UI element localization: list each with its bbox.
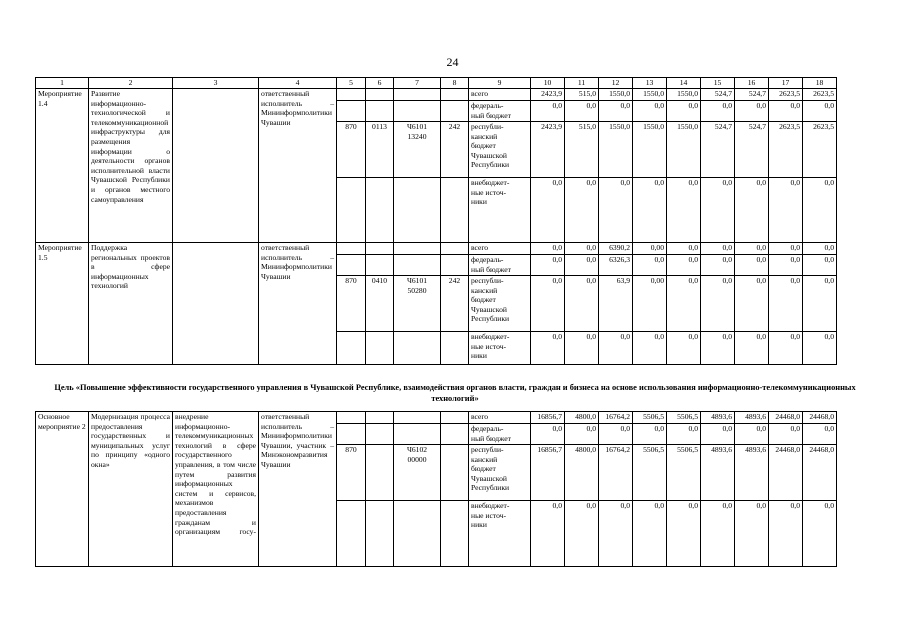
value-cell: 4893,6 [735, 412, 769, 424]
value-cell: 0,0 [769, 424, 803, 445]
code-cell [366, 255, 394, 276]
budget-label: внебюджет- ные источ- ники [469, 332, 531, 365]
value-cell: 524,7 [735, 122, 769, 178]
value-cell: 0,0 [667, 501, 701, 567]
code-cell [441, 178, 469, 243]
value-cell: 0,0 [667, 255, 701, 276]
code-cell [394, 501, 441, 567]
value-cell: 0,0 [735, 276, 769, 332]
code-cell [366, 501, 394, 567]
value-cell: 0,0 [599, 178, 633, 243]
value-cell: 0,0 [701, 178, 735, 243]
value-cell: 0,0 [735, 255, 769, 276]
measure-name: Мероприятие 1.5 [36, 243, 89, 365]
value-cell: 16764,2 [599, 445, 633, 501]
value-cell: 16856,7 [531, 412, 565, 424]
measure-executor: ответственный исполнитель – Мининформполитики Чувашии [259, 243, 337, 365]
value-cell: 0,0 [633, 332, 667, 365]
value-cell: 16856,7 [531, 445, 565, 501]
value-cell: 0,0 [735, 178, 769, 243]
code-cell [337, 89, 366, 101]
value-cell: 0,0 [633, 178, 667, 243]
code-cell [366, 332, 394, 365]
code-cell [441, 445, 469, 501]
budget-label: внебюджет- ные источ- ники [469, 501, 531, 567]
value-cell: 515,0 [565, 89, 599, 101]
budget-label: всего [469, 243, 531, 255]
budget-label: федераль- ный бюджет [469, 101, 531, 122]
code-cell [394, 255, 441, 276]
value-cell: 0,0 [803, 255, 837, 276]
code-cell [366, 243, 394, 255]
code-cell: 870 [337, 122, 366, 178]
code-cell [441, 89, 469, 101]
code-cell [394, 332, 441, 365]
code-cell: Ч6101 50280 [394, 276, 441, 332]
value-cell: 5506,5 [667, 445, 701, 501]
code-cell [394, 101, 441, 122]
value-cell: 2623,5 [769, 89, 803, 101]
code-cell [394, 178, 441, 243]
header-cell: 8 [441, 78, 469, 89]
value-cell: 5506,5 [667, 412, 701, 424]
value-cell: 0,0 [769, 243, 803, 255]
code-cell [366, 89, 394, 101]
value-cell: 0,0 [769, 276, 803, 332]
value-cell: 1550,0 [599, 122, 633, 178]
value-cell: 0,0 [701, 243, 735, 255]
program-table-part-1 [35, 77, 837, 365]
value-cell: 1550,0 [667, 89, 701, 101]
code-cell: Ч6101 13240 [394, 122, 441, 178]
page-number: 24 [446, 55, 459, 69]
goal-heading: Цель «Повышение эффективности государственного управления в Чувашской Республике, взаимодействия органов власти, граждан и бизнеса на основе использования информационно-телекоммуникационных технологий» [54, 383, 856, 403]
code-cell [441, 501, 469, 567]
value-cell: 0,0 [701, 101, 735, 122]
code-cell: 242 [441, 276, 469, 332]
header-cell: 12 [599, 78, 633, 89]
value-cell: 0,0 [633, 255, 667, 276]
value-cell: 5506,5 [633, 412, 667, 424]
value-cell: 0,0 [531, 501, 565, 567]
code-cell [337, 332, 366, 365]
value-cell: 2623,5 [803, 122, 837, 178]
value-cell: 0,0 [769, 101, 803, 122]
code-cell [337, 412, 366, 424]
value-cell: 0,0 [803, 332, 837, 365]
value-cell: 0,0 [565, 101, 599, 122]
value-cell: 0,0 [599, 332, 633, 365]
budget-label: федераль- ный бюджет [469, 424, 531, 445]
code-cell [441, 101, 469, 122]
budget-label: всего [469, 412, 531, 424]
value-cell: 2623,5 [803, 89, 837, 101]
value-cell: 0,0 [769, 255, 803, 276]
value-cell: 0,0 [599, 501, 633, 567]
code-cell: 242 [441, 122, 469, 178]
value-cell: 0,0 [701, 501, 735, 567]
value-cell: 0,0 [531, 101, 565, 122]
measure-description: Поддержка региональных проектов в сфере информационных технологий [89, 243, 173, 365]
header-cell: 6 [366, 78, 394, 89]
value-cell: 24468,0 [803, 412, 837, 424]
value-cell: 1550,0 [633, 122, 667, 178]
value-cell: 2423,9 [531, 89, 565, 101]
value-cell: 0,0 [531, 332, 565, 365]
code-cell [441, 255, 469, 276]
value-cell: 0,0 [633, 501, 667, 567]
measure-description: Модернизация процесса предоставления государственных и муниципальных услуг по принципу «одного окна» [89, 412, 173, 567]
header-cell: 4 [259, 78, 337, 89]
value-cell: 4893,6 [701, 412, 735, 424]
budget-label: федераль- ный бюджет [469, 255, 531, 276]
header-cell: 17 [769, 78, 803, 89]
value-cell: 4800,0 [565, 412, 599, 424]
table-row [36, 412, 837, 424]
value-cell: 0,0 [803, 101, 837, 122]
value-cell: 0,0 [735, 332, 769, 365]
budget-label: республи- канский бюджет Чувашской Республики [469, 445, 531, 501]
value-cell: 0,0 [599, 424, 633, 445]
value-cell: 24468,0 [769, 412, 803, 424]
value-cell: 0,0 [667, 332, 701, 365]
code-cell [366, 445, 394, 501]
measure-description: Развитие информационно-технологической и телекоммуникационной инфраструктуры для размещения информации о деятельности органов исполнительной власти Чувашской Республики и органов местного самоуправления [89, 89, 173, 243]
measure-goal [173, 89, 259, 243]
measure-name: Основное мероприятие 2 [36, 412, 89, 567]
value-cell: 0,0 [599, 101, 633, 122]
code-cell [366, 412, 394, 424]
code-cell [366, 424, 394, 445]
value-cell: 0,0 [769, 332, 803, 365]
value-cell: 0,0 [667, 424, 701, 445]
value-cell: 0,0 [735, 424, 769, 445]
header-cell: 18 [803, 78, 837, 89]
code-cell [337, 501, 366, 567]
header-cell: 14 [667, 78, 701, 89]
header-cell: 7 [394, 78, 441, 89]
value-cell: 0,0 [667, 243, 701, 255]
value-cell: 0,0 [531, 255, 565, 276]
value-cell: 24468,0 [769, 445, 803, 501]
value-cell: 0,0 [565, 501, 599, 567]
code-cell [337, 255, 366, 276]
header-cell: 10 [531, 78, 565, 89]
value-cell: 5506,5 [633, 445, 667, 501]
value-cell: 24468,0 [803, 445, 837, 501]
measure-goal: внедрение информационно-телекоммуникационных технологий в сфере государственного управления, в том числе путем развития информационных систем и сервисов, механизмов предоставления гражданам и организациям госу- [173, 412, 259, 567]
value-cell: 0,0 [565, 255, 599, 276]
value-cell: 6390,2 [599, 243, 633, 255]
value-cell: 0,0 [565, 276, 599, 332]
value-cell: 4893,6 [735, 445, 769, 501]
value-cell: 0,0 [565, 178, 599, 243]
program-table-part-2 [35, 411, 837, 567]
header-cell: 2 [89, 78, 173, 89]
header-row [36, 78, 837, 89]
code-cell [366, 178, 394, 243]
value-cell: 524,7 [735, 89, 769, 101]
value-cell: 1550,0 [633, 89, 667, 101]
value-cell: 0,0 [769, 501, 803, 567]
value-cell: 0,0 [565, 243, 599, 255]
value-cell: 6326,3 [599, 255, 633, 276]
code-cell [394, 424, 441, 445]
value-cell: 0,00 [633, 276, 667, 332]
code-cell [337, 424, 366, 445]
header-cell: 15 [701, 78, 735, 89]
value-cell: 0,0 [701, 276, 735, 332]
header-cell: 13 [633, 78, 667, 89]
value-cell: 0,0 [803, 276, 837, 332]
value-cell: 2423,9 [531, 122, 565, 178]
value-cell: 0,0 [701, 424, 735, 445]
code-cell [441, 243, 469, 255]
value-cell: 0,0 [735, 101, 769, 122]
measure-name: Мероприятие 1.4 [36, 89, 89, 243]
table-row [36, 243, 837, 255]
value-cell: 0,0 [531, 178, 565, 243]
value-cell: 0,0 [701, 255, 735, 276]
value-cell: 0,0 [633, 101, 667, 122]
value-cell: 0,0 [633, 424, 667, 445]
code-cell: Ч6102 00000 [394, 445, 441, 501]
value-cell: 2623,5 [769, 122, 803, 178]
value-cell: 0,0 [701, 332, 735, 365]
value-cell: 4800,0 [565, 445, 599, 501]
value-cell: 0,0 [531, 424, 565, 445]
header-cell: 1 [36, 78, 89, 89]
value-cell: 0,0 [803, 424, 837, 445]
value-cell: 0,0 [735, 501, 769, 567]
code-cell [337, 178, 366, 243]
value-cell: 4893,6 [701, 445, 735, 501]
value-cell: 0,0 [531, 243, 565, 255]
value-cell: 0,0 [803, 243, 837, 255]
table-row [36, 89, 837, 101]
value-cell: 1550,0 [667, 122, 701, 178]
value-cell: 63,9 [599, 276, 633, 332]
budget-label: республи- канский бюджет Чувашской Республики [469, 276, 531, 332]
value-cell: 0,0 [667, 178, 701, 243]
value-cell: 0,0 [803, 178, 837, 243]
code-cell [441, 412, 469, 424]
budget-label: республи- канский бюджет Чувашской Республики [469, 122, 531, 178]
measure-goal [173, 243, 259, 365]
code-cell: 870 [337, 276, 366, 332]
header-cell: 11 [565, 78, 599, 89]
code-cell [366, 101, 394, 122]
value-cell: 0,0 [667, 101, 701, 122]
measure-executor: ответственный исполнитель – Мининформполитики Чувашии [259, 89, 337, 243]
budget-label: всего [469, 89, 531, 101]
value-cell: 0,00 [633, 243, 667, 255]
code-cell [441, 424, 469, 445]
value-cell: 0,0 [667, 276, 701, 332]
value-cell: 524,7 [701, 122, 735, 178]
value-cell: 0,0 [803, 501, 837, 567]
value-cell: 1550,0 [599, 89, 633, 101]
budget-label: внебюджет- ные источ- ники [469, 178, 531, 243]
value-cell: 0,0 [735, 243, 769, 255]
header-cell: 5 [337, 78, 366, 89]
code-cell [394, 89, 441, 101]
code-cell [337, 243, 366, 255]
value-cell: 0,0 [531, 276, 565, 332]
code-cell [394, 412, 441, 424]
code-cell [441, 332, 469, 365]
value-cell: 0,0 [565, 424, 599, 445]
header-cell: 16 [735, 78, 769, 89]
header-cell: 9 [469, 78, 531, 89]
value-cell: 0,0 [565, 332, 599, 365]
measure-executor: ответственный исполнитель – Мининформполитики Чувашии, участник – Минэкономразвития Чувашии [259, 412, 337, 567]
value-cell: 524,7 [701, 89, 735, 101]
code-cell: 0410 [366, 276, 394, 332]
value-cell: 0,0 [769, 178, 803, 243]
code-cell: 0113 [366, 122, 394, 178]
header-cell: 3 [173, 78, 259, 89]
value-cell: 515,0 [565, 122, 599, 178]
code-cell [394, 243, 441, 255]
code-cell: 870 [337, 445, 366, 501]
code-cell [337, 101, 366, 122]
value-cell: 16764,2 [599, 412, 633, 424]
